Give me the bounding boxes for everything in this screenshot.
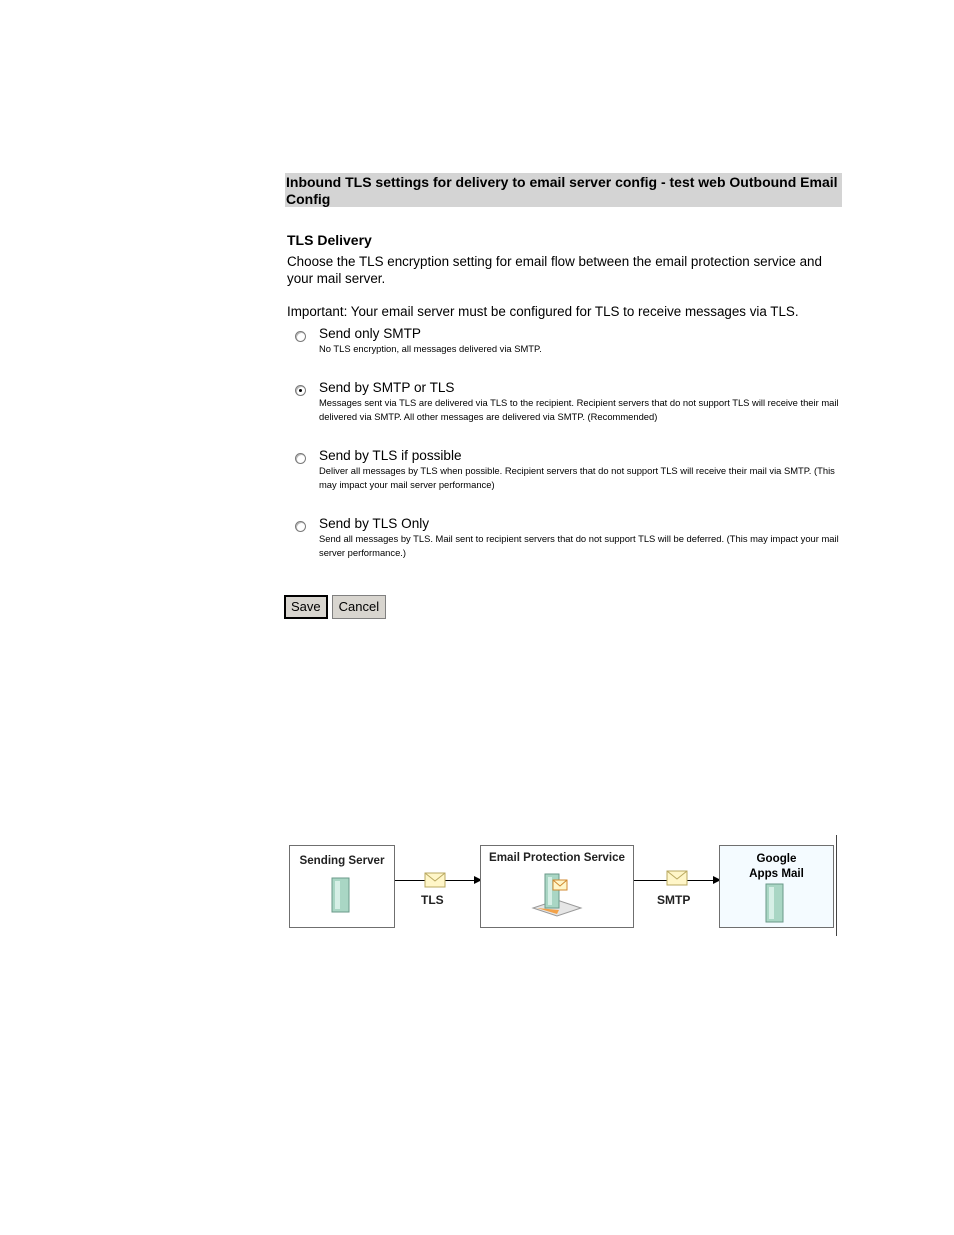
protection-service-label: Email Protection Service (489, 851, 625, 864)
option-description: Messages sent via TLS are delivered via TLS to the recipient. Recipient servers that do not support TLS will receive their mail delivered via SMTP. All other messages are delivered via SMTP. (Recommended) (319, 397, 839, 422)
important-note: Important: Your email server must be configured for TLS to receive messages via TLS. (287, 304, 799, 319)
server-icon (764, 882, 786, 926)
cancel-button[interactable]: Cancel (332, 595, 386, 619)
sending-server-label: Sending Server (299, 854, 385, 867)
option-description: Deliver all messages by TLS when possible. Recipient servers that do not support TLS will receive their mail via SMTP. (This may impact your mail server performance) (319, 465, 835, 490)
tls-settings-panel (285, 173, 842, 319)
radio-send-only-smtp[interactable] (295, 331, 306, 342)
option-description: Send all messages by TLS. Mail sent to recipient servers that do not support TLS will be deferred. (This may impact your mail server performance.) (319, 533, 839, 558)
page-header (285, 173, 842, 207)
page-title-line2: Config (286, 191, 331, 207)
option-label: Send by TLS Only (319, 516, 430, 531)
radio-send-tls-if-possible[interactable] (295, 453, 306, 464)
section-description: Choose the TLS encryption setting for email flow between the email protection service and your mail server. (287, 254, 822, 286)
section-title: TLS Delivery (287, 232, 372, 248)
destination-box (719, 845, 834, 928)
envelope-icon (424, 872, 446, 888)
protocol-smtp-label: SMTP (657, 893, 691, 907)
server-icon (330, 876, 352, 916)
option-label: Send only SMTP (319, 326, 421, 341)
sending-server-box (289, 845, 395, 928)
radio-send-smtp-or-tls[interactable] (295, 385, 306, 396)
page-title-line1: Inbound TLS settings for delivery to email server config - test web Outbound Email (286, 174, 838, 190)
protection-service-box (480, 845, 634, 928)
option-label: Send by TLS if possible (319, 448, 462, 463)
protocol-tls-label: TLS (421, 893, 444, 907)
divider-line (836, 835, 837, 936)
option-label: Send by SMTP or TLS (319, 380, 455, 395)
radio-send-tls-only[interactable] (295, 521, 306, 532)
button-row (284, 595, 390, 619)
protection-service-icon (527, 870, 583, 920)
tls-flow-diagram (288, 836, 840, 936)
destination-label-line2: Apps Mail (749, 867, 804, 880)
destination-label-line1: Google (756, 852, 797, 865)
envelope-icon (666, 870, 688, 886)
option-description: No TLS encryption, all messages delivered via SMTP. (319, 343, 542, 354)
save-button[interactable]: Save (284, 595, 328, 619)
